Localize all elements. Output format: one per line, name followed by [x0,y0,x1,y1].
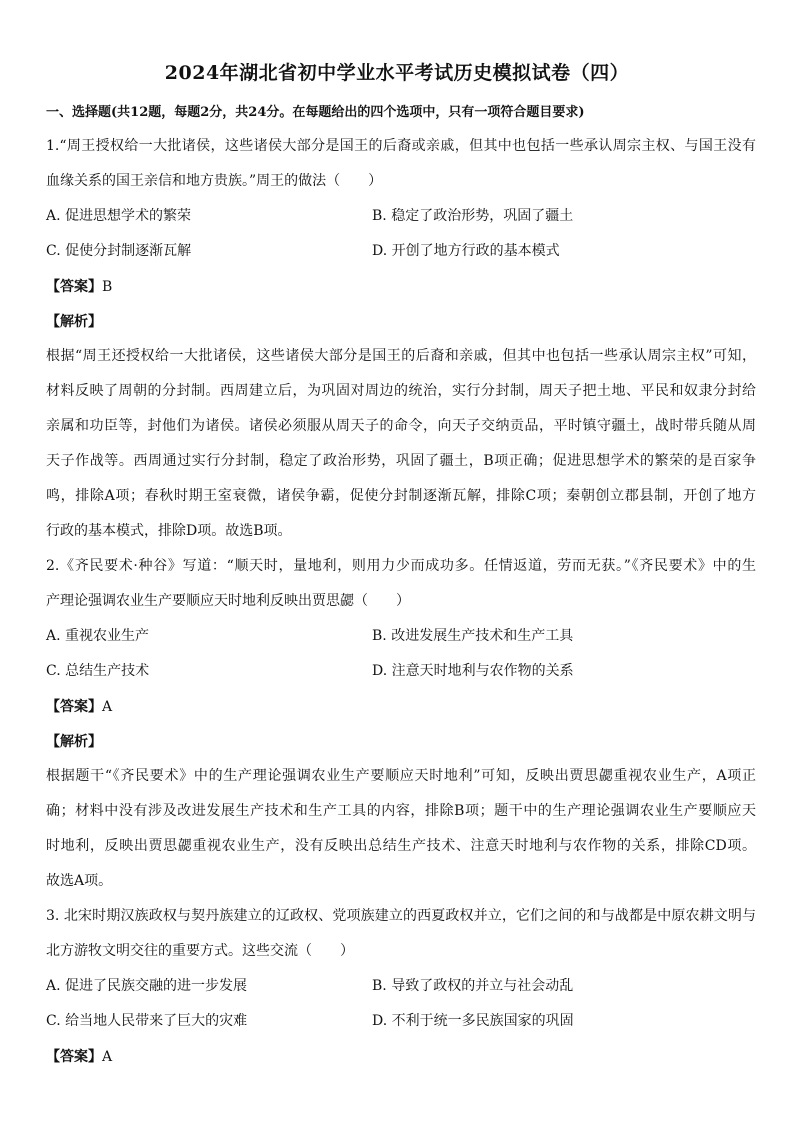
question-1-analysis-line-2: 材料反映了周朝的分封制。西周建立后，为巩固对周边的统治，实行分封制，周天子把土地、平民和奴隶分封给 [46,383,756,399]
question-1-analysis-line-6: 行政的基本模式，排除D项。故选B项。 [46,523,292,539]
question-2-stem-line-1: 2.《齐民要术·种谷》写道：“顺天时，量地利，则用力少而成功多。任情返道，劳而无获。”《齐民要术》中的生 [46,558,756,574]
question-3-option-c: C. 给当地人民带来了巨大的灾难 [46,1013,248,1029]
question-2-analysis-label: 【解析】 [46,734,102,750]
question-2-option-c: C. 总结生产技术 [46,663,150,679]
question-1-analysis-label: 【解析】 [46,314,102,330]
question-3-option-a: A. 促进了民族交融的进一步发展 [46,978,248,994]
question-1-option-b: B. 稳定了政治形势，巩固了疆土 [372,208,574,224]
question-1-option-c: C. 促使分封制逐渐瓦解 [46,243,192,259]
question-1-answer [46,276,112,296]
answer-value: B [102,279,113,295]
question-2-analysis-line-2: 确；材料中没有涉及改进发展生产技术和生产工具的内容，排除B项；题干中的生产理论强调农业生产要顺应天 [46,803,756,819]
question-1-analysis-line-1: 根据“周王还授权给一大批诸侯，这些诸侯大部分是国王的后裔和亲戚，但其中也包括一些承认周宗主权”可知， [46,348,756,364]
question-2-option-a: A. 重视农业生产 [46,628,150,644]
question-2-option-d: D. 注意天时地利与农作物的关系 [372,663,574,679]
question-3-stem-line-2: 北方游牧文明交往的重要方式。这些交流（ ） [46,943,354,959]
question-2-option-b: B. 改进发展生产技术和生产工具 [372,628,574,644]
page-title: 2024年湖北省初中学业水平考试历史模拟试卷（四） [164,62,630,84]
question-3-stem-line-1: 3. 北宋时期汉族政权与契丹族建立的辽政权、党项族建立的西夏政权并立，它们之间的和与战都是中原农耕文明与 [46,908,756,924]
question-3-answer [46,1046,112,1066]
question-2-stem-line-2: 产理论强调农业生产要顺应天时地利反映出贾思勰（ ） [46,593,410,609]
question-2-answer [46,696,112,716]
answer-label: 【答案】 [46,279,102,295]
question-2-analysis-line-3: 时地利，反映出贾思勰重视农业生产，没有反映出总结生产技术、注意天时地利与农作物的关系，排除CD项。 [46,838,756,854]
question-1-stem-line-1: 1.“周王授权给一大批诸侯，这些诸侯大部分是国王的后裔或亲戚，但其中也包括一些承认周宗主权、与国王没有 [46,138,756,154]
question-1-option-d: D. 开创了地方行政的基本模式 [372,243,560,259]
answer-value: A [102,1049,113,1065]
question-3-option-b: B. 导致了政权的并立与社会动乱 [372,978,574,994]
question-1-analysis-line-4: 天子作战等。西周通过实行分封制，稳定了政治形势，巩固了疆土，B项正确；促进思想学术的繁荣的是百家争 [46,453,756,469]
question-1-analysis-line-5: 鸣，排除A项；春秋时期王室衰微，诸侯争霸，促使分封制逐渐瓦解，排除C项；秦朝创立郡县制，开创了地方 [46,488,756,504]
answer-label: 【答案】 [46,1049,102,1065]
section-heading: 一、选择题(共12题，每题2分，共24分。在每题给出的四个选项中，只有一项符合题目要求) [46,105,585,120]
question-1-analysis-line-3: 亲属和功臣等，封他们为诸侯。诸侯必须服从周天子的命令，向天子交纳贡品，平时镇守疆土，战时带兵随从周 [46,418,756,434]
question-2-analysis-line-1: 根据题干“《齐民要术》中的生产理论强调农业生产要顺应天时地利”可知，反映出贾思勰重视农业生产，A项正 [46,768,756,784]
question-1-option-a: A. 促进思想学术的繁荣 [46,208,192,224]
question-1-stem-line-2: 血缘关系的国王亲信和地方贵族。”周王的做法（ ） [46,173,383,189]
answer-value: A [102,699,113,715]
question-2-analysis-line-4: 故选A项。 [46,873,113,889]
answer-label: 【答案】 [46,699,102,715]
question-3-option-d: D. 不利于统一多民族国家的巩固 [372,1013,574,1029]
